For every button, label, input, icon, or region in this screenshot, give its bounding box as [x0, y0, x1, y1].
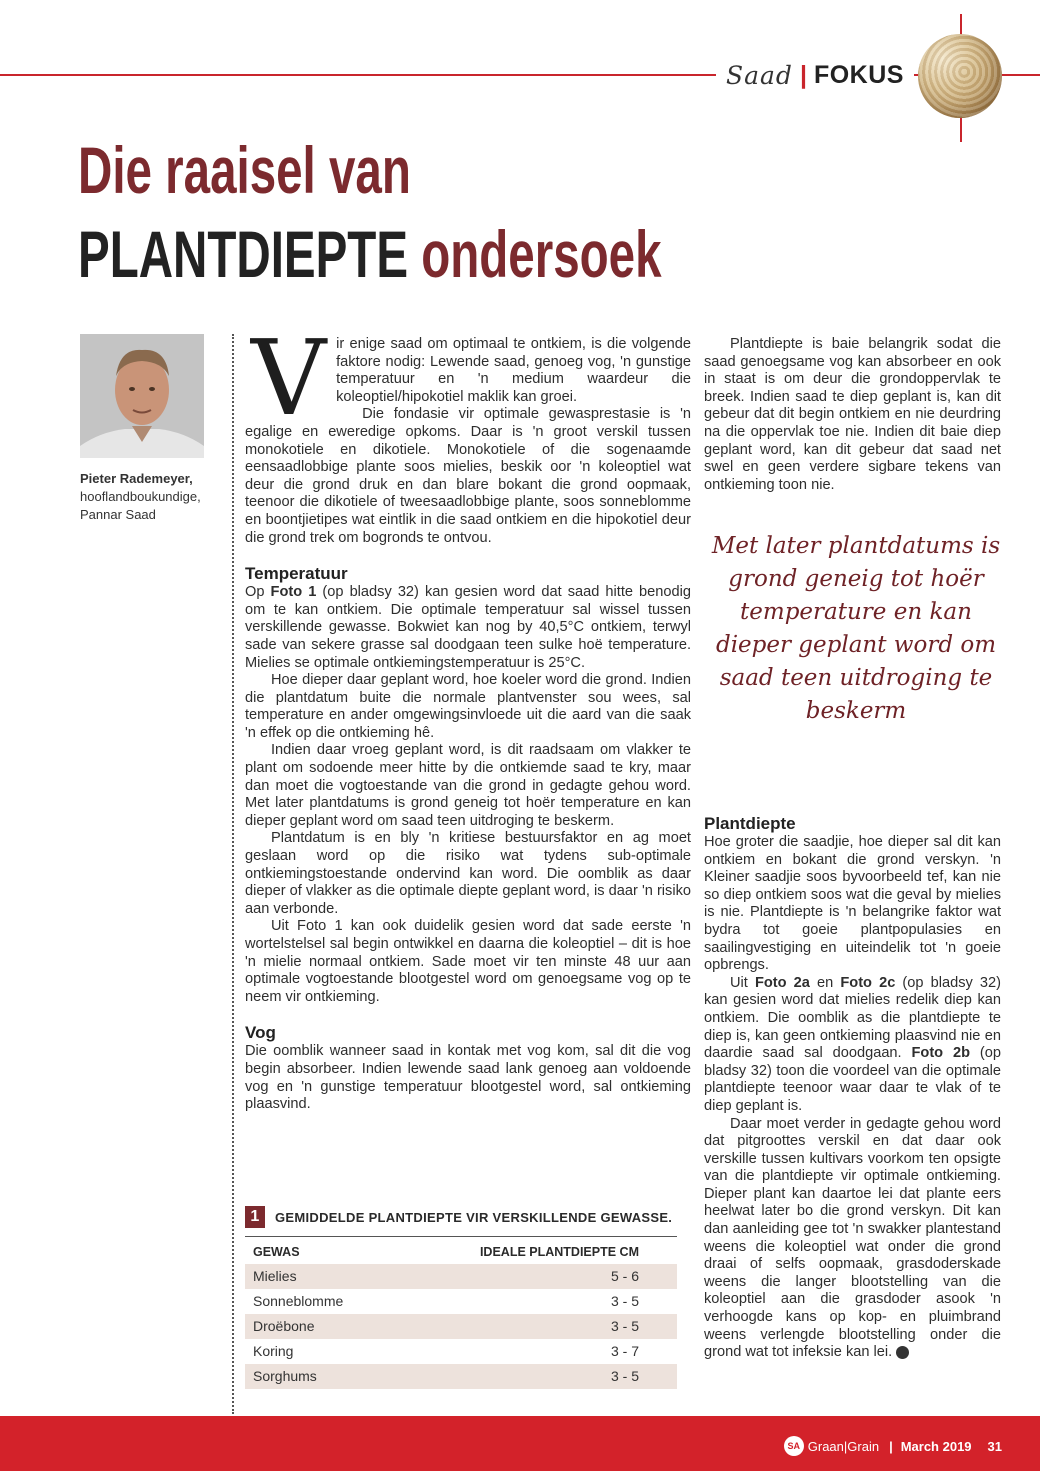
- paragraph: Uit Foto 1 kan ook duidelik gesien word dat sade eerste 'n wortelstelsel sal begin ontwikkel en daarna die koleoptiel – dit is hoe 'n mielie normaal ontkiem. Sade moet vir ten minste 48 uur aan optimale vogtoestande blootgestel word om genoegsame vog op te neem vir ontkieming.: [245, 918, 691, 1005]
- headline-rest: ondersoek: [421, 217, 662, 291]
- headline-bold: PLANTDIEPTE: [78, 217, 409, 291]
- crop-name: Sorghums: [253, 1368, 317, 1384]
- author-name: Pieter Rademeyer,: [80, 471, 193, 486]
- paragraph: Plantdiepte is baie belangrik sodat die saad genoegsame vog kan absorbeer en ook in staat is om deur die grondoppervlak te breek. Indien saad te diep geplant is, kan dit gebeur dat dit begin ontkiem en nie deurdring na die oppervlak toe nie. Indien dit baie diep geplant word, kan dit gebeur dat saad net swel en geen verdere sigbare tekens van ontkieming toon nie.: [704, 336, 1001, 493]
- column-divider: [232, 334, 234, 1414]
- paragraph: Op Foto 1 (op bladsy 32) kan gesien word dat saad hitte benodig om te kan ontkiem. Die optimale temperatuur sal wissel tussen verskillende gewasse. Bokwiet kan nog by 40,5°C ontkiem, terwyl sade van sekere grasse sal doodgaan teen sulke hoë temperature. Mielies se optimale ontkiemingstemperatuur is 25°C.: [245, 584, 692, 671]
- section-divider: |: [799, 60, 807, 89]
- photo-ref: Foto 2c: [840, 974, 896, 991]
- paragraph: Daar moet verder in gedagte gehou word dat pitgroottes verskil en dat daar ook verskille tussen kultivars voorkom ten opsigte van die plantdiepte vir optimale ontkieming. Dieper plant kan daartoe lei dat plante eers heelwat later bo die grond verskyn. Dit kan dan aanleiding gee tot 'n swakker plantestand weens die koleoptiel wat onder die grond draai of selfs oopmaak, grasdoderskade weens die langer blootstelling van die koleoptiel aan die grasdoder asook 'n verhoogde kans op kop- en pluimbrand weens verlengde blootstelling onder die grond wat tot infeksie kan lei. ➜: [704, 1115, 1001, 1361]
- heading-plantdiepte: Plantdiepte: [704, 814, 796, 833]
- table-header: [245, 1237, 677, 1264]
- footer-separator: |: [889, 1438, 893, 1454]
- column-header-crop: GEWAS: [253, 1245, 300, 1259]
- paragraph: Indien daar vroeg geplant word, is dit raadsaam om vlakker te plant om sodoende meer hitte by die ontkiemde saad te kry, maar dan moet die vogtoestande van die grond in gedagte gehou word. Met later plantdatums is grond geneig tot hoër temperature en kan dieper geplant word om saad teen uitdroging te beskerm.: [245, 742, 691, 829]
- heading-vog: Vog: [245, 1023, 276, 1043]
- planting-depth-table: [245, 1206, 677, 1389]
- section-label: [716, 58, 914, 92]
- article-column-2: [704, 336, 1001, 494]
- table-title: [245, 1206, 677, 1228]
- photo-ref: Foto 2b: [911, 1045, 970, 1062]
- publication-name: Graan|Grain: [807, 1438, 880, 1454]
- table-row: [245, 1289, 677, 1314]
- intro-paragraph: ir enige saad om optimaal te ontkiem, is die volgende faktore nodig: Lewende saad, genoeg vog, 'n gunstige temperatuur en 'n medium waardeur die koleoptiel/hipokotiel maklik kan groei.: [336, 336, 691, 405]
- author-company: Pannar Saad: [80, 507, 156, 522]
- pull-quote: Met later plantdatums is grond geneig tot hoër temperature en kan dieper geplant word om saad teen uitdroging te beskerm: [711, 533, 1001, 724]
- column-header-depth: IDEALE PLANTDIEPTE CM: [479, 1245, 639, 1259]
- article-column-1: [245, 317, 692, 1114]
- page-number: 31: [987, 1438, 1002, 1454]
- sa-logo-icon: SA: [784, 1436, 804, 1456]
- crop-name: Mielies: [253, 1268, 297, 1284]
- paragraph: Hoe groter die saadjie, hoe dieper sal dit kan ontkiem en bokant die grond verskyn. 'n Kleiner saadjie soos byvoorbeeld tef, kan nie so diep ontkiem soos wat die geval by mielies is nie. Plantdiepte is 'n belangrike faktor wat bydra tot goeie plantpopulasies en saailingvestiging en uiteindelik tot 'n goeie opbrengs.: [704, 834, 1001, 974]
- crop-name: Sonneblomme: [253, 1293, 344, 1309]
- table-row: [245, 1314, 677, 1339]
- table-row: [245, 1264, 677, 1289]
- section-name: Saad: [726, 60, 793, 90]
- article-column-2-lower: [704, 814, 1001, 1362]
- paragraph: Hoe dieper daar geplant word, hoe koeler word die grond. Indien die plantdatum buite die normale plantvenster sou wees, sal temperature en ander omgewingsinvloede uit die aard van die saak 'n effek op die ontkieming hê.: [245, 672, 691, 741]
- crop-depth: 3 - 5: [610, 1368, 639, 1384]
- continue-arrow-icon: ➜: [896, 1346, 909, 1359]
- seed-image: [918, 34, 1002, 118]
- heading-temperatuur: Temperatuur: [245, 564, 348, 584]
- paragraph: Plantdatum is en bly 'n kritiese bestuursfaktor en ag moet geslaan word op die risiko wat tydens sub-optimale ontkiemingstoestande ondervind kan word. Die oomblik as daar dieper of vlakker as die optimale diepte geplant word, is daar 'n risiko aan verbonde.: [245, 830, 691, 917]
- table-row: [245, 1339, 677, 1364]
- crop-depth: 3 - 7: [610, 1343, 639, 1359]
- headline-line1: Die raaisel van: [78, 133, 411, 207]
- footer-info: [784, 1436, 1002, 1456]
- headline-line2: [78, 216, 662, 292]
- author-credit: [80, 470, 201, 524]
- crop-depth: 3 - 5: [610, 1293, 639, 1309]
- drop-cap: V: [251, 317, 327, 439]
- crop-depth: 5 - 6: [610, 1268, 639, 1284]
- section-category: FOKUS: [813, 60, 904, 89]
- table-number: 1: [245, 1206, 265, 1228]
- crop-name: Droëbone: [253, 1318, 315, 1334]
- paragraph: Die oomblik wanneer saad in kontak met vog kom, sal dit die vog begin absorbeer. Indien lewende saad lank genoeg aan voldoende vog en 'n gunstige temperatuur blootgestel word, sal ontkieming plaasvind.: [245, 1043, 691, 1113]
- paragraph: Die fondasie vir optimale gewasprestasie is 'n egalige en eweredige opkoms. Daar is 'n groot verskil tussen monokotiele en dikotiele. Monokotiele of die sogenaamde eensaadlobbige plante soos mielies, beskik oor 'n koleoptiel wat deur die grond druk en dan blare bokant die grond oopmaak, teenoor die dikotiele of tweesaadlobbige plante, soos sonneblomme en boontjietipes wat eintlik in die saad ontkiem en die hipokotiel deur die grond trek om bogronds te ontvou.: [245, 406, 691, 546]
- photo-ref: Foto 1: [270, 584, 317, 601]
- issue-date: March 2019: [900, 1438, 972, 1454]
- author-photo: [80, 334, 204, 458]
- author-role: hooflandboukundige,: [80, 489, 201, 504]
- crop-depth: 3 - 5: [610, 1318, 639, 1334]
- paragraph: Uit Foto 2a en Foto 2c (op bladsy 32) kan gesien word dat mielies redelik diep kan ontkiem. Die oomblik as die plantdiepte te diep is, kan geen ontkieming plaasvind nie en daardie saad sal doodgaan. Foto 2b (op bladsy 32) toon die voordeel van die optimale plantdiepte teenoor waar daar te vlak of te diep geplant is.: [704, 974, 1002, 1114]
- crop-name: Koring: [253, 1343, 294, 1359]
- photo-ref: Foto 2a: [754, 974, 810, 991]
- table-row: [245, 1364, 677, 1389]
- table-caption: GEMIDDELDE PLANTDIEPTE VIR VERSKILLENDE GEWASSE.: [275, 1209, 673, 1225]
- footer-bar: [0, 1416, 1040, 1471]
